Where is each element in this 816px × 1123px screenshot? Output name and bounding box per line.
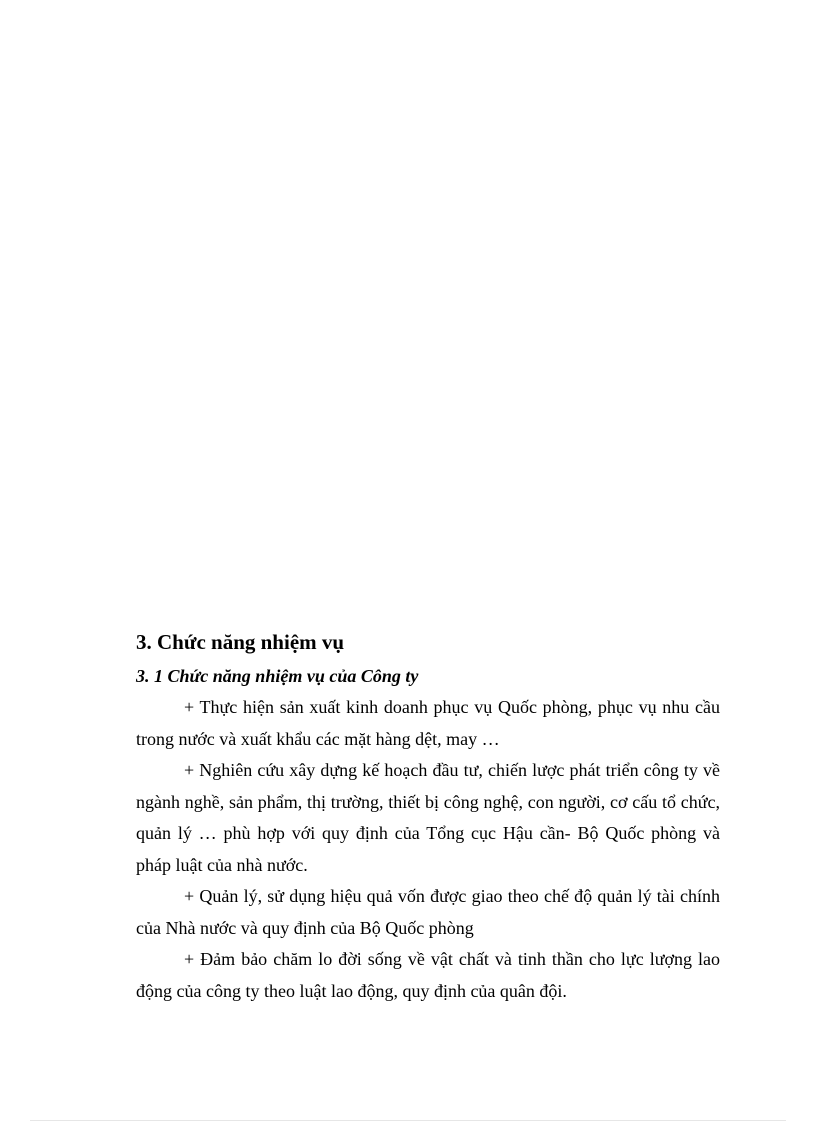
paragraph-2: + Nghiên cứu xây dựng kế hoạch đầu tư, chiến lược phát triển công ty về ngành nghề, sản phẩm, thị trường, thiết bị công nghệ, con người, cơ cấu tổ chức, quản lý … phù hợp với quy định của Tổng cục Hậu cần- Bộ Quốc phòng và pháp luật của nhà nước.	[136, 760, 720, 875]
paragraph-4: + Đảm bảo chăm lo đời sống về vật chất và tinh thần cho lực lượng lao động của công ty theo luật lao động, quy định của quân đội.	[136, 949, 720, 1001]
section-heading: 3. Chức năng nhiệm vụ	[136, 630, 345, 654]
page-bottom-divider	[30, 1120, 786, 1121]
subsection-heading: 3. 1 Chức năng nhiệm vụ của Công ty	[136, 666, 419, 686]
paragraph-3: + Quản lý, sử dụng hiệu quả vốn được giao theo chế độ quản lý tài chính của Nhà nước và quy định của Bộ Quốc phòng	[136, 886, 720, 938]
section-content	[136, 626, 720, 1007]
paragraph-1: + Thực hiện sản xuất kinh doanh phục vụ Quốc phòng, phục vụ nhu cầu trong nước và xuất khẩu các mặt hàng dệt, may …	[136, 697, 720, 749]
